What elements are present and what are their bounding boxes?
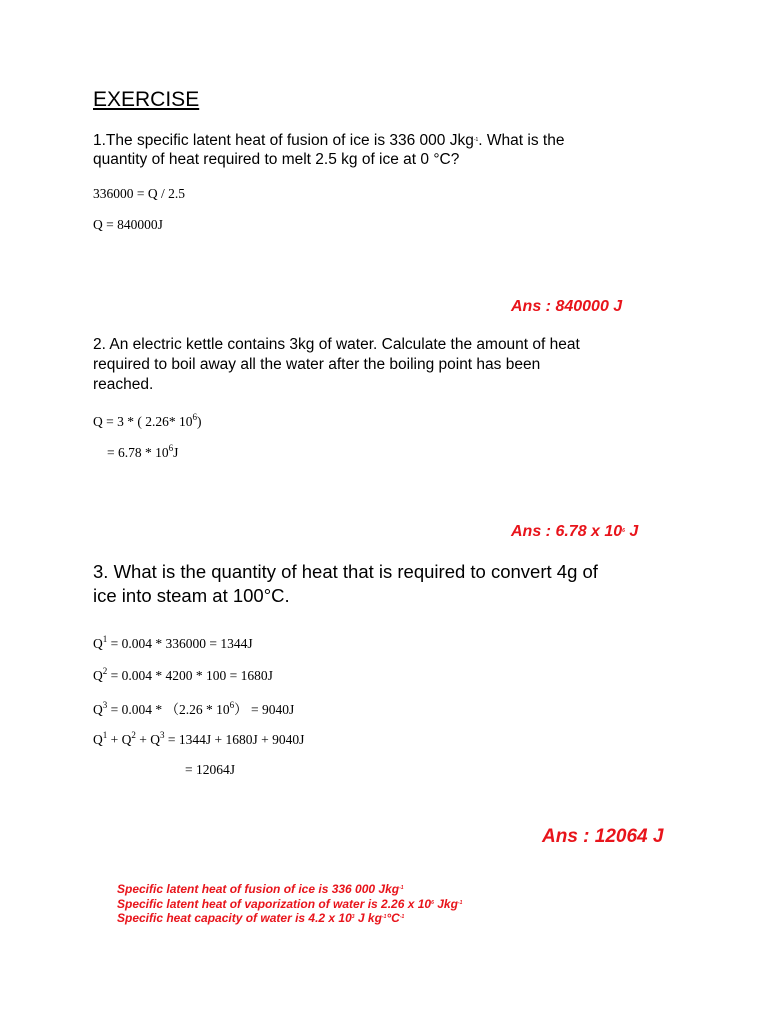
question-1-line-1: 1.The specific latent heat of fusion of ice is 336 000 Jkg$^{-1}$. What is the — [93, 132, 565, 149]
q3-working-1: $Q^1 = 0.004 * 336000 = 1344J$ — [93, 634, 253, 651]
q1-working-2: Q = 840000J — [93, 217, 163, 232]
q3-answer: Ans : 12064 J — [542, 826, 664, 847]
q1-answer: Ans : 840000 J — [511, 298, 623, 315]
q3-working-5: = 12064J — [185, 762, 235, 777]
question-3-line-1: 3. What is the quantity of heat that is required to convert 4g of — [93, 561, 598, 582]
q3-working-4: $Q^1 + Q^2 + Q^3 = 1344J + 1680J + 9040J$ — [93, 730, 305, 747]
question-2-line-3: reached. — [93, 376, 154, 393]
q2-answer: Ans : 6.78 x $10^6$ J — [511, 523, 639, 540]
q3-working-2: $Q^2 = 0.004 * 4200 * 100 = 1680J$ — [93, 666, 273, 683]
note-heat-capacity: Specific heat capacity of water is 4.2 x $10^3$ J $kg^{-1}^\circ C^{-1}$ — [117, 911, 405, 925]
question-1-line-2: quantity of heat required to melt 2.5 kg of ice at 0 °C? — [93, 151, 460, 168]
q1-working-1: 336000 = Q / 2.5 — [93, 186, 185, 201]
question-3-line-2: ice into steam at 100°C. — [93, 585, 290, 606]
question-2-line-2: required to boil away all the water after the boiling point has been — [93, 356, 541, 373]
q3-working-3: $Q^3 = 0.004 * (2.26 * 10^6) = 9040J$ — [93, 700, 295, 717]
q2-working-2: = $6.78 * 10^6J$ — [107, 443, 179, 460]
question-2-line-1: 2. An electric kettle contains 3kg of water. Calculate the amount of heat — [93, 336, 580, 353]
exercise-title: EXERCISE — [93, 88, 200, 111]
q2-working-1: Q = 3 * ( 2.26* $10^6$) — [93, 412, 202, 429]
note-fusion: Specific latent heat of fusion of ice is 336 000 Jkg$^{-1}$ — [117, 882, 404, 896]
note-vaporization: Specific latent heat of vaporization of water is 2.26 x $10^6$ Jkg$^{-1}$ — [117, 897, 463, 911]
